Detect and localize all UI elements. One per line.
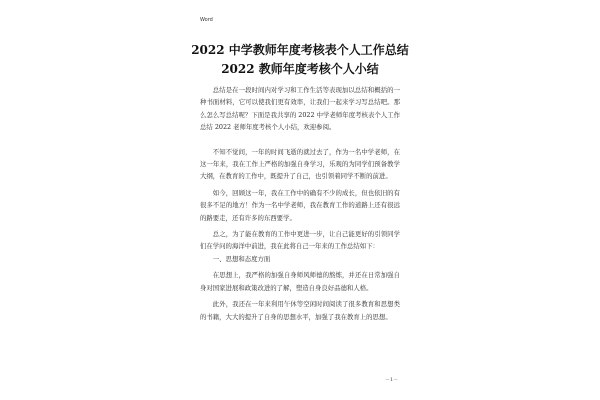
document-title: 2022 中学教师年度考核表个人工作总结 [191, 43, 409, 57]
page-number: －1－ [385, 377, 399, 383]
document-subtitle: 2022 教师年度考核个人小结 [221, 62, 379, 76]
paragraph-thought: 在思想上，我严格的加强自身师风师德的熬炼，并还在日常加强自身对国家进展和政策改进的了解，塑造自身良好品德和人格。 [200, 271, 400, 292]
section-heading-thought-attitude: 一、思想和态度方面 [212, 254, 271, 263]
word-header-label: Word [200, 17, 213, 23]
paragraph-reflection: 如今，回顾这一年，我在工作中的确有不少的成长，但也依旧的有很多不足的地方！作为一名中学老师，我在教育工作的道路上还有很远的路要走，还有许多的东西要学。 [200, 188, 400, 222]
paragraph-intro: 总结是在一段时间内对学习和工作生活等表现加以总结和概括的一种书面材料，它可以使我们更有效率，让我们一起来学习写总结吧。那么怎么写总结呢？下面是我共享的 2022 中学老师年度考核表个人工作总结 2022 老师年度考核个人小结，欢迎参阅。 [200, 86, 400, 132]
document-body [200, 84, 400, 323]
paragraph-opening: 不知不觉间，一年的时间飞逝的就过去了，作为一名中学老师，在这一年来，我在工作上严格的加强自身学习，乐观的为同学们预备教学大纲，在教育的工作中，既提升了自己，也引领着同学不断的前进。 [200, 147, 400, 181]
paragraph-reading: 此外，我还在一年来利用午休等空闲时间阅读了很多教育和思想类的书籍，大大的提升了自身的思想水平，加强了我在教育上的思想。 [200, 300, 400, 321]
paragraph-summary-lead: 总之，为了能在教育的工作中更进一步，让自己能更好的引领同学们在学问的海洋中前进，我在此将自己一年来的工作总结如下： [200, 230, 400, 251]
